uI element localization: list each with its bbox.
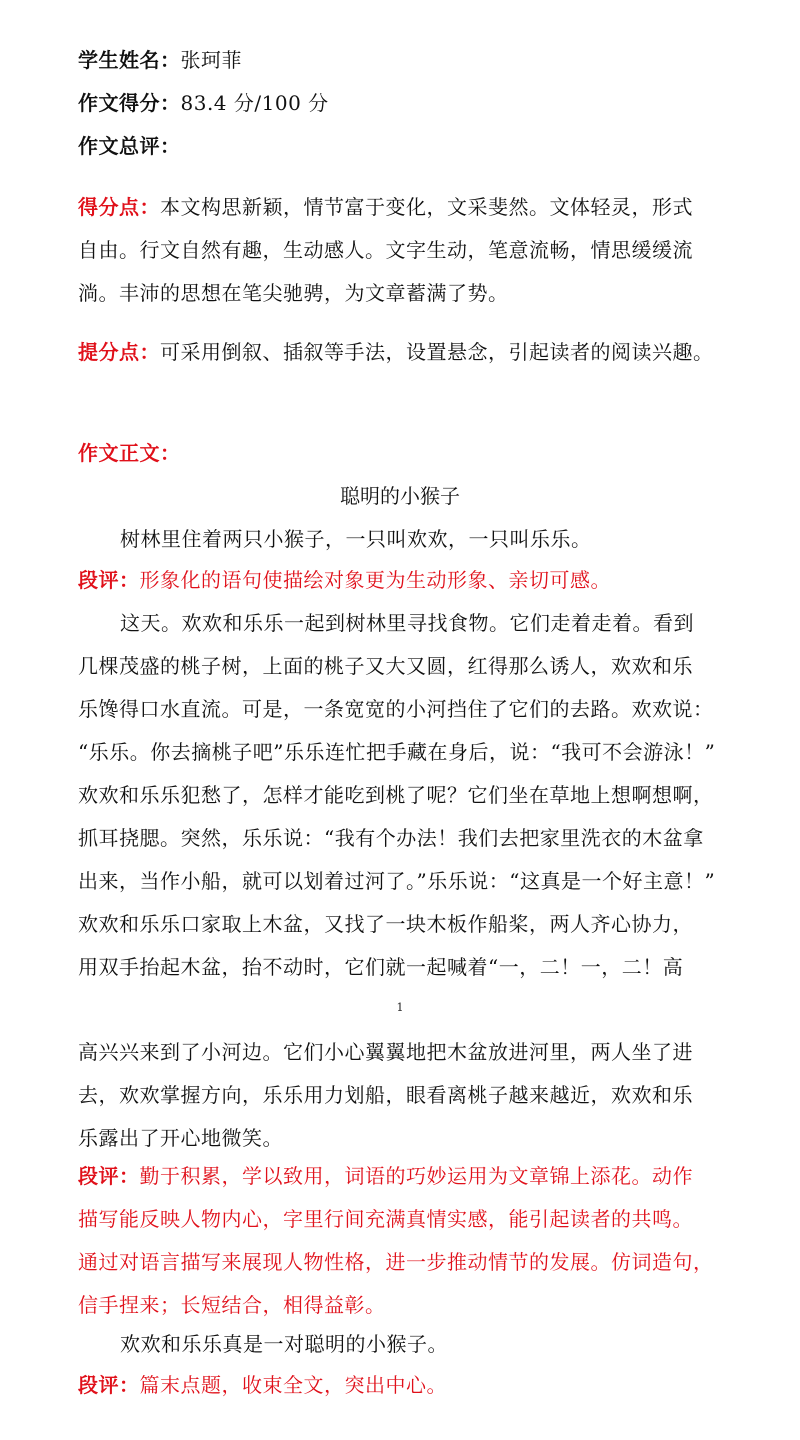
comment-1 bbox=[78, 568, 728, 592]
paragraph-2-line-8: 欢欢和乐乐口家取上木盆，又找了一块木板作船桨，两人齐心协力， bbox=[78, 912, 693, 936]
score-value: 83.4 分/100 分 bbox=[180, 91, 329, 115]
paragraph-2-line-4: “乐乐。你去摘桃子吧”乐乐连忙把手藏在身后，说：“我可不会游泳！” bbox=[78, 740, 716, 764]
comment-3-text: 篇末点题，收束全文，突出中心。 bbox=[139, 1373, 447, 1397]
paragraph-2-line-9: 用双手抬起木盆，抬不动时，它们就一起喊着“一，二！一，二！高 bbox=[78, 955, 684, 979]
comment-label: 段评： bbox=[78, 1164, 140, 1188]
comment-2-text-1: 勤于积累，学以致用，词语的巧妙运用为文章锦上添花。动作 bbox=[139, 1164, 693, 1188]
essay-body-heading bbox=[78, 441, 728, 465]
page-number: 1 bbox=[396, 1001, 404, 1014]
improve-text: 可采用倒叙、插叙等手法，设置悬念，引起读者的阅读兴趣。 bbox=[160, 340, 714, 364]
improve-line bbox=[78, 340, 728, 364]
comment-3 bbox=[78, 1373, 728, 1397]
essay-body-label: 作文正文： bbox=[78, 441, 181, 465]
paragraph-2-line-1: 这天。欢欢和乐乐一起到树林里寻找食物。它们走着走着。看到 bbox=[120, 611, 694, 635]
paragraph-2-line-2: 几棵茂盛的桃子树，上面的桃子又大又圆，红得那么诱人，欢欢和乐 bbox=[78, 654, 693, 678]
strength-label: 得分点： bbox=[78, 195, 160, 219]
student-name-label: 学生姓名： bbox=[78, 48, 181, 72]
score-row bbox=[78, 91, 728, 115]
paragraph-2-line-3: 乐馋得口水直流。可是，一条宽宽的小河挡住了它们的去路。欢欢说： bbox=[78, 697, 714, 721]
comment-2-line-1 bbox=[78, 1164, 728, 1188]
comment-2-line-3: 通过对语言描写来展现人物性格，进一步推动情节的发展。仿词造句， bbox=[78, 1250, 714, 1274]
student-name-row bbox=[78, 48, 728, 72]
essay-title: 聪明的小猴子 bbox=[340, 484, 460, 508]
strength-text-2: 自由。行文自然有趣，生动感人。文字生动，笔意流畅，情思缓缓流 bbox=[78, 238, 693, 262]
student-name-value: 张珂菲 bbox=[180, 48, 242, 72]
paragraph-1: 树林里住着两只小猴子，一只叫欢欢，一只叫乐乐。 bbox=[120, 527, 592, 551]
comment-2-line-4: 信手捏来；长短结合，相得益彰。 bbox=[78, 1293, 386, 1317]
strength-text-1: 本文构思新颖，情节富于变化，文采斐然。文体轻灵，形式 bbox=[160, 195, 693, 219]
score-label: 作文得分： bbox=[78, 91, 181, 115]
paragraph-2-line-5: 欢欢和乐乐犯愁了，怎样才能吃到桃了呢？它们坐在草地上想啊想啊， bbox=[78, 783, 714, 807]
paragraph-2-cont-line-2: 去，欢欢掌握方向，乐乐用力划船，眼看离桃子越来越近，欢欢和乐 bbox=[78, 1083, 693, 1107]
review-label: 作文总评： bbox=[78, 134, 181, 158]
improve-label: 提分点： bbox=[78, 340, 160, 364]
comment-2-line-2: 描写能反映人物内心，字里行间充满真情实感，能引起读者的共鸣。 bbox=[78, 1207, 693, 1231]
paragraph-3: 欢欢和乐乐真是一对聪明的小猴子。 bbox=[120, 1332, 448, 1356]
comment-label: 段评： bbox=[78, 1373, 140, 1397]
strength-line-1 bbox=[78, 195, 728, 219]
paragraph-2-cont-line-3: 乐露出了开心地微笑。 bbox=[78, 1126, 283, 1150]
comment-1-text: 形象化的语句使描绘对象更为生动形象、亲切可感。 bbox=[139, 568, 611, 592]
comment-label: 段评： bbox=[78, 568, 140, 592]
paragraph-2-cont-line-1: 高兴兴来到了小河边。它们小心翼翼地把木盆放进河里，两人坐了进 bbox=[78, 1040, 693, 1064]
strength-line-2 bbox=[78, 238, 728, 262]
paragraph-2-line-7: 出来，当作小船，就可以划着过河了。”乐乐说：“这真是一个好主意！” bbox=[78, 869, 716, 893]
strength-line-3 bbox=[78, 281, 728, 305]
review-heading bbox=[78, 134, 728, 158]
strength-text-3: 淌。丰沛的思想在笔尖驰骋，为文章蓄满了势。 bbox=[78, 281, 509, 305]
paragraph-2-line-6: 抓耳挠腮。突然，乐乐说：“我有个办法！我们去把家里洗衣的木盆拿 bbox=[78, 826, 704, 850]
